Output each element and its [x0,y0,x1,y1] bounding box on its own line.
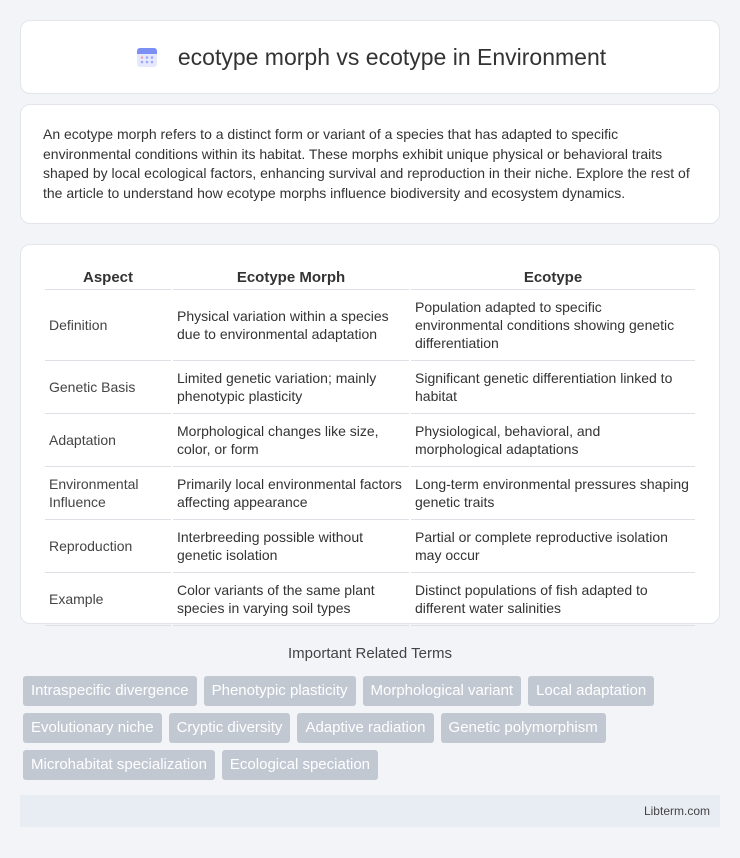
header-card [20,20,720,94]
table-row [45,520,695,573]
table-cell-ecotype-morph: Limited genetic variation; mainly phenotypic plasticity [173,361,409,414]
page-title: ecotype morph vs ecotype in Environment [177,43,607,70]
footer-site-link[interactable]: Libterm.com [643,804,710,818]
table-row [45,290,695,361]
table-row [45,573,695,626]
table-row [45,361,695,414]
related-terms-list [23,676,723,780]
table-cell-ecotype: Physiological, behavioral, and morphological adaptations [411,414,695,467]
related-terms-title: Important Related Terms [288,645,452,662]
table-cell-ecotype-morph: Physical variation within a species due to environmental adaptation [173,290,409,361]
table-cell-aspect: Environmental Influence [45,467,171,520]
column-header-ecotype: Ecotype [411,265,695,290]
table-cell-ecotype-morph: Interbreeding possible without genetic isolation [173,520,409,573]
table-cell-ecotype-morph: Color variants of the same plant species in varying soil types [173,573,409,626]
table-cell-aspect: Definition [45,290,171,361]
related-term-tag[interactable]: Intraspecific divergence [23,676,197,706]
related-term-tag[interactable]: Genetic polymorphism [441,713,606,743]
related-term-tag[interactable]: Cryptic diversity [169,713,291,743]
related-term-tag[interactable]: Morphological variant [363,676,522,706]
table-cell-ecotype-morph: Morphological changes like size, color, or form [173,414,409,467]
table-cell-aspect: Adaptation [45,414,171,467]
column-header-ecotype-morph: Ecotype Morph [173,265,409,290]
table-cell-ecotype: Partial or complete reproductive isolation may occur [411,520,695,573]
related-term-tag[interactable]: Adaptive radiation [297,713,433,743]
table-cell-ecotype: Population adapted to specific environmental conditions showing genetic differentiation [411,290,695,361]
table-cell-aspect: Example [45,573,171,626]
table-cell-ecotype: Long-term environmental pressures shaping genetic traits [411,467,695,520]
header [134,44,606,71]
table-header-row [45,265,695,290]
column-header-aspect: Aspect [45,265,171,290]
related-term-tag[interactable]: Microhabitat specialization [23,750,215,780]
table-cell-aspect: Genetic Basis [45,361,171,414]
comparison-table-card [20,244,720,624]
table-cell-ecotype-morph: Primarily local environmental factors affecting appearance [173,467,409,520]
related-term-tag[interactable]: Ecological speciation [222,750,378,780]
footer [20,795,720,827]
table-cell-ecotype: Distinct populations of fish adapted to different water salinities [411,573,695,626]
table-cell-ecotype: Significant genetic differentiation linked to habitat [411,361,695,414]
comparison-table [43,265,697,626]
intro-card [20,104,720,224]
calendar-app-icon [134,44,160,70]
related-term-tag[interactable]: Phenotypic plasticity [204,676,356,706]
intro-paragraph: An ecotype morph refers to a distinct form or variant of a species that has adapted to specific environmental conditions within its habitat. These morphs exhibit unique physical or behavioral traits shaped by local ecological factors, enhancing survival and reproduction in their niche. Explore the rest of the article to understand how ecotype morphs influence biodiversity and ecosystem dynamics. [43,126,690,201]
table-cell-aspect: Reproduction [45,520,171,573]
related-term-tag[interactable]: Local adaptation [528,676,654,706]
table-row [45,414,695,467]
table-row [45,467,695,520]
related-term-tag[interactable]: Evolutionary niche [23,713,162,743]
